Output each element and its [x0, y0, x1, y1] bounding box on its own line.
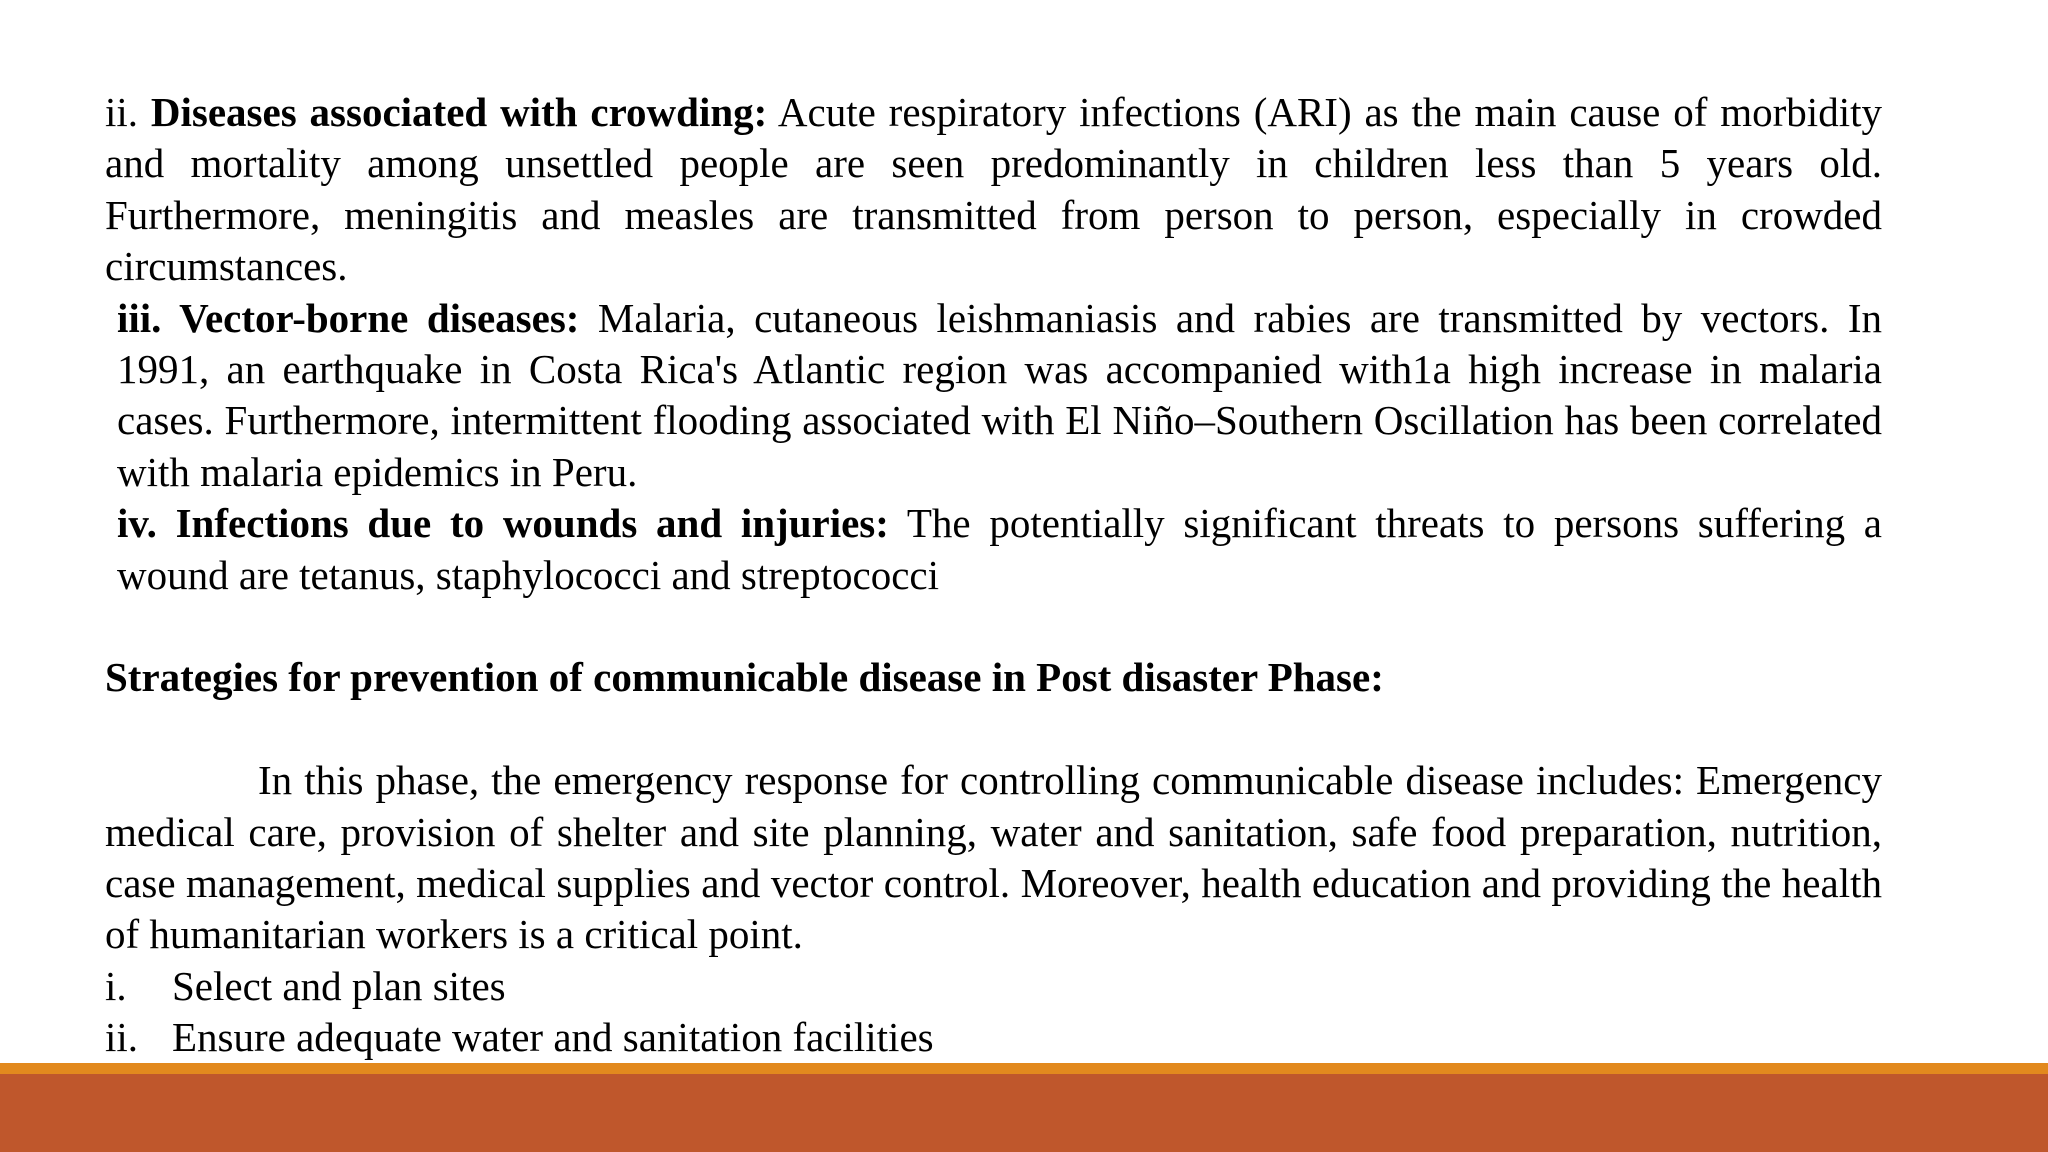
intro-paragraph: In this phase, the emergency response for controlling communicable disease includes: Emergency medical care, provision of shelter and site planning, water and sanitation, safe food preparation, nutrition, case management, medical supplies and vector control. Moreover, health education and providing the health of humanitarian workers is a critical point. — [105, 757, 1882, 958]
list-text: Ensure adequate water and sanitation facilities — [172, 1014, 934, 1061]
paragraph-wounds — [105, 498, 1882, 601]
paragraph-title: iv. Infections due to wounds and injuries: — [117, 500, 889, 547]
paragraph-body: The potentially significant threats to persons suffering a wound are tetanus, staphylococci and streptococci — [117, 500, 1882, 598]
paragraph-title: Diseases associated with crowding: — [150, 89, 768, 135]
list-item — [105, 1012, 1882, 1063]
paragraph-body: Acute respiratory infections (ARI) as the main cause of morbidity and mortality among unsettled people are seen predominantly in children less than 5 years old. Furthermore, meningitis and measles are transmitted from person to person, especially in crowded circumstances. — [105, 89, 1882, 290]
paragraph-title: iii. Vector-borne diseases: — [117, 294, 580, 341]
list-marker: ii. — [105, 1014, 139, 1061]
accent-bar-thick — [0, 1074, 2048, 1152]
section-heading: Strategies for prevention of communicable disease in Post disaster Phase: — [105, 654, 1384, 701]
paragraph-prefix: ii. — [105, 89, 151, 135]
spacer — [105, 601, 1882, 652]
list-item — [105, 961, 1882, 1012]
paragraph-vector-borne — [105, 293, 1882, 499]
spacer — [105, 704, 1882, 755]
list-marker: i. — [105, 962, 127, 1009]
slide-content — [105, 87, 1882, 1064]
accent-bar-thin — [0, 1063, 2048, 1074]
paragraph-body: Malaria, cutaneous leishmaniasis and rabies are transmitted by vectors. In 1991, an earthquake in Costa Rica's Atlantic region was accompanied with1a high increase in malaria cases. Furthermore, intermittent flooding associated with El Niño–Southern Oscillation has been correlated with malaria epidemics in Peru. — [117, 294, 1882, 495]
list-text: Select and plan sites — [172, 962, 506, 1009]
paragraph-crowding — [105, 87, 1882, 293]
